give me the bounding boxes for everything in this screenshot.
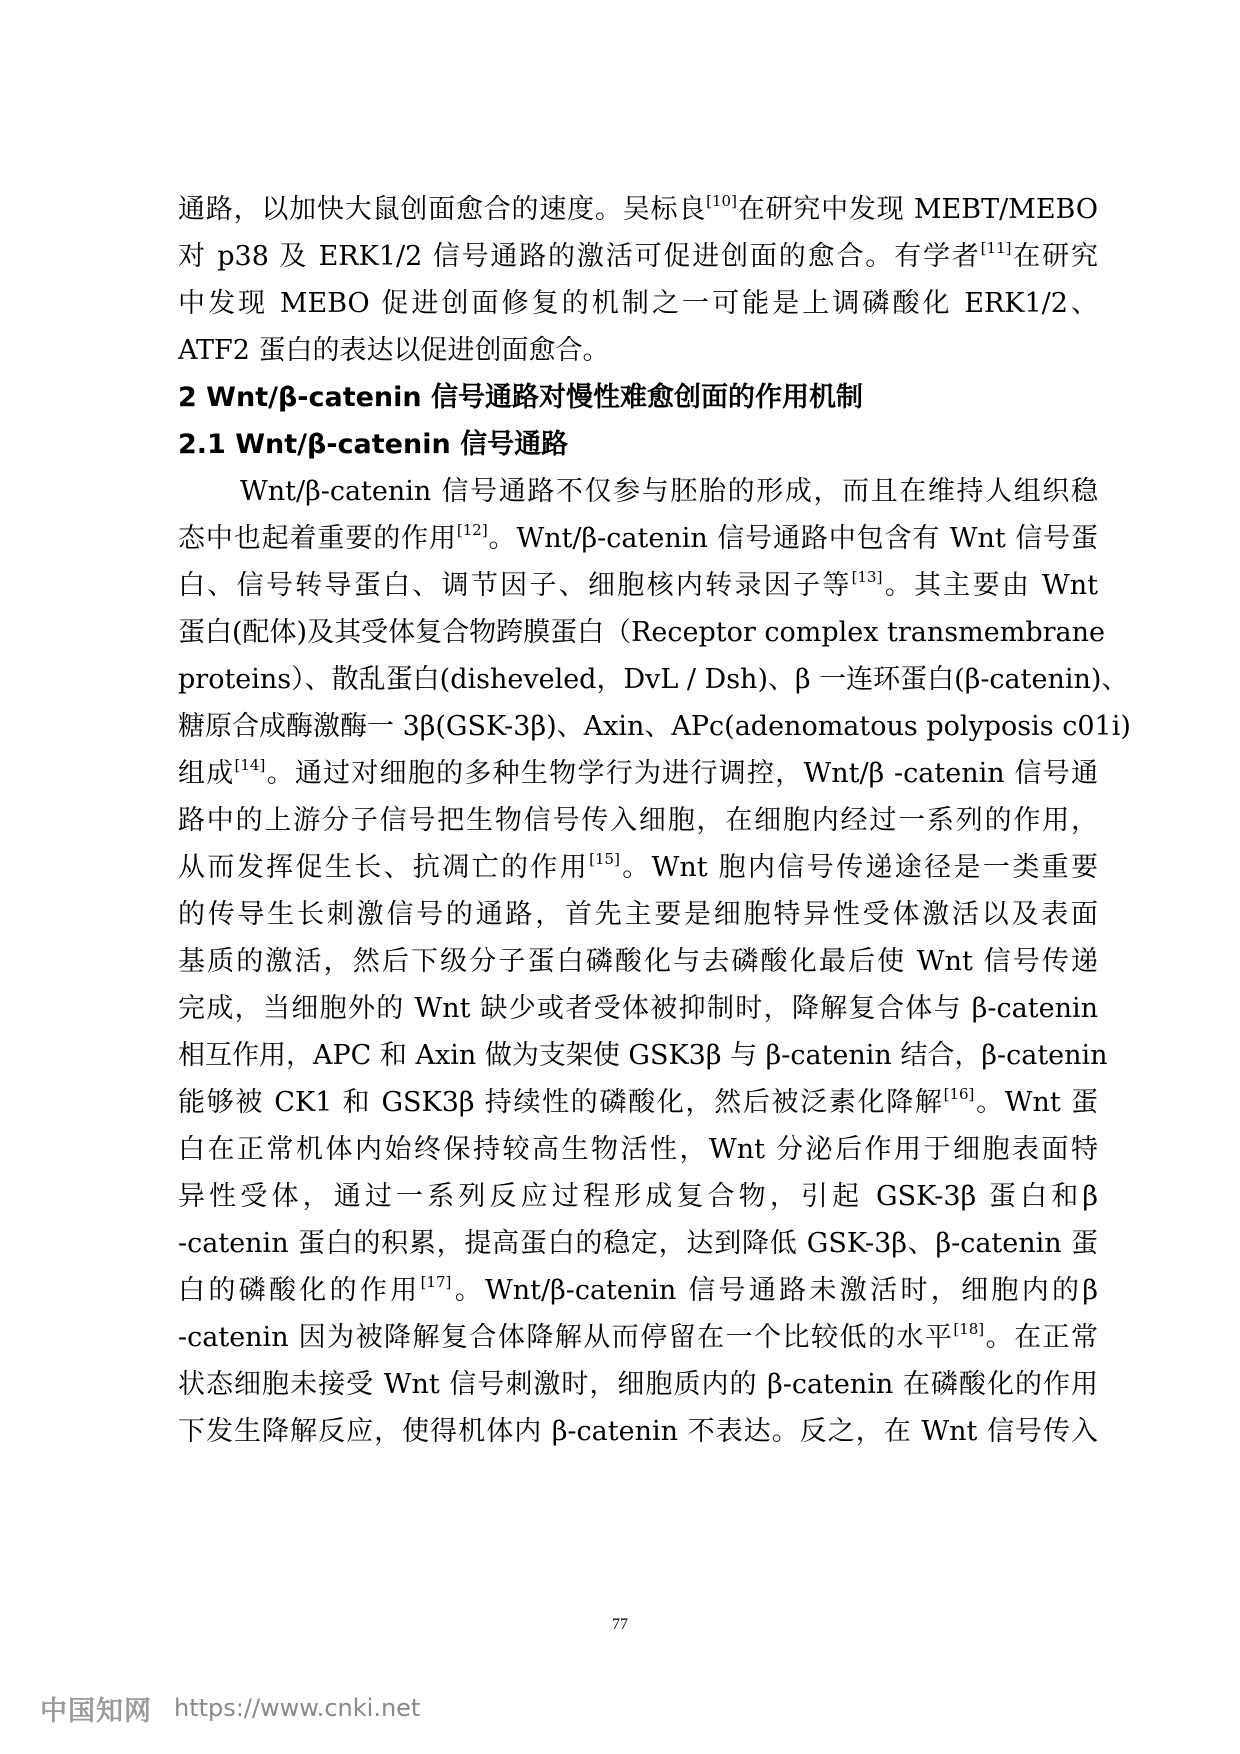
text-line: 组成[14]。通过对细胞的多种生物学行为进行调控，Wnt/β -catenin 信号通 [178,756,1099,789]
text-line: -catenin 蛋白的积累，提高蛋白的稳定，达到降低 GSK-3β、β-catenin 蛋 [178,1228,1098,1259]
text-line: ATF2 蛋白的表达以促进创面愈合。 [178,335,610,366]
text-line: Wnt/β-catenin 信号通路不仅参与胚胎的形成，而且在维持人组织稳 [240,476,1098,507]
text-line: proteins）、散乱蛋白(disheveled，DvL / Dsh)、β 一连环蛋白(β-catenin)、 [178,664,1129,695]
citation: [18] [953,1320,985,1338]
text-line: 白、信号转导蛋白、调节因子、细胞核内转录因子等[13]。其主要由 Wnt [178,568,1099,601]
text-line: 状态细胞未接受 Wnt 信号刺激时，细胞质内的 β-catenin 在磷酸化的作用 [178,1369,1098,1400]
text-line: 态中也起着重要的作用[12]。Wnt/β-catenin 信号通路中包含有 Wnt 信号蛋 [178,521,1098,554]
text-line: 白在正常机体内始终保持较高生物活性，Wnt 分泌后作用于细胞表面特 [178,1134,1098,1165]
citation: [14] [234,756,266,774]
text-line: 基质的激活，然后下级分子蛋白磷酸化与去磷酸化最后使 Wnt 信号传递 [178,946,1098,977]
text-line: 的传导生长刺激信号的通路，首先主要是细胞特异性受体激活以及表面 [178,899,1098,930]
text-line: 下发生降解反应，使得机体内 β-catenin 不表达。反之，在 Wnt 信号传入 [178,1416,1098,1447]
text-line: 对 p38 及 ERK1/2 信号通路的激活可促进创面的愈合。有学者[11]在研究 [178,239,1098,272]
cnki-url[interactable]: https://www.cnki.net [174,1694,421,1722]
citation: [13] [851,568,883,586]
text-line: 通路，以加快大鼠创面愈合的速度。吴标良[10]在研究中发现 MEBT/MEBO [178,192,1099,225]
text-line: 路中的上游分子信号把生物信号传入细胞，在细胞内经过一系列的作用， [178,805,1098,836]
text-line: 蛋白(配体)及其受体复合物跨膜蛋白（Receptor complex transmembrane [178,617,1105,648]
citation: [11] [980,239,1012,257]
citation: [12] [456,521,488,539]
text-line: 异性受体，通过一系列反应过程形成复合物，引起 GSK-3β 蛋白和β [178,1181,1098,1212]
text-line: 糖原合成酶激酶一 3β(GSK-3β)、Axin、APc(adenomatous polyposis c01i) [178,711,1131,742]
text-line: 能够被 CK1 和 GSK3β 持续性的磷酸化，然后被泛素化降解[16]。Wnt 蛋 [178,1085,1098,1118]
text-line: -catenin 因为被降解复合体降解从而停留在一个比较低的水平[18]。在正常 [178,1320,1099,1353]
watermark-footer [40,1688,420,1728]
text-line: 中发现 MEBO 促进创面修复的机制之一可能是上调磷酸化 ERK1/2、 [178,288,1098,319]
citation: [10] [706,192,737,210]
citation: [15] [589,850,620,868]
cnki-logo: 中国知网 [40,1695,152,1727]
text-line: 完成，当细胞外的 Wnt 缺少或者受体被抑制时，降解复合体与 β-catenin [178,993,1098,1024]
text-line: 从而发挥促生长、抗凋亡的作用[15]。Wnt 胞内信号传递途径是一类重要 [178,850,1099,883]
subsection-heading: 2.1 Wnt/β-catenin 信号通路 [178,429,569,460]
section-heading: 2 Wnt/β-catenin 信号通路对慢性难愈创面的作用机制 [178,382,864,413]
text-line: 白的磷酸化的作用[17]。Wnt/β-catenin 信号通路未激活时，细胞内的β [178,1273,1098,1306]
citation: [17] [420,1273,452,1291]
page-number: 77 [612,1616,628,1633]
citation: [16] [943,1085,975,1103]
text-line: 相互作用，APC 和 Axin 做为支架使 GSK3β 与 β-catenin 结合，β-catenin [178,1040,1108,1071]
